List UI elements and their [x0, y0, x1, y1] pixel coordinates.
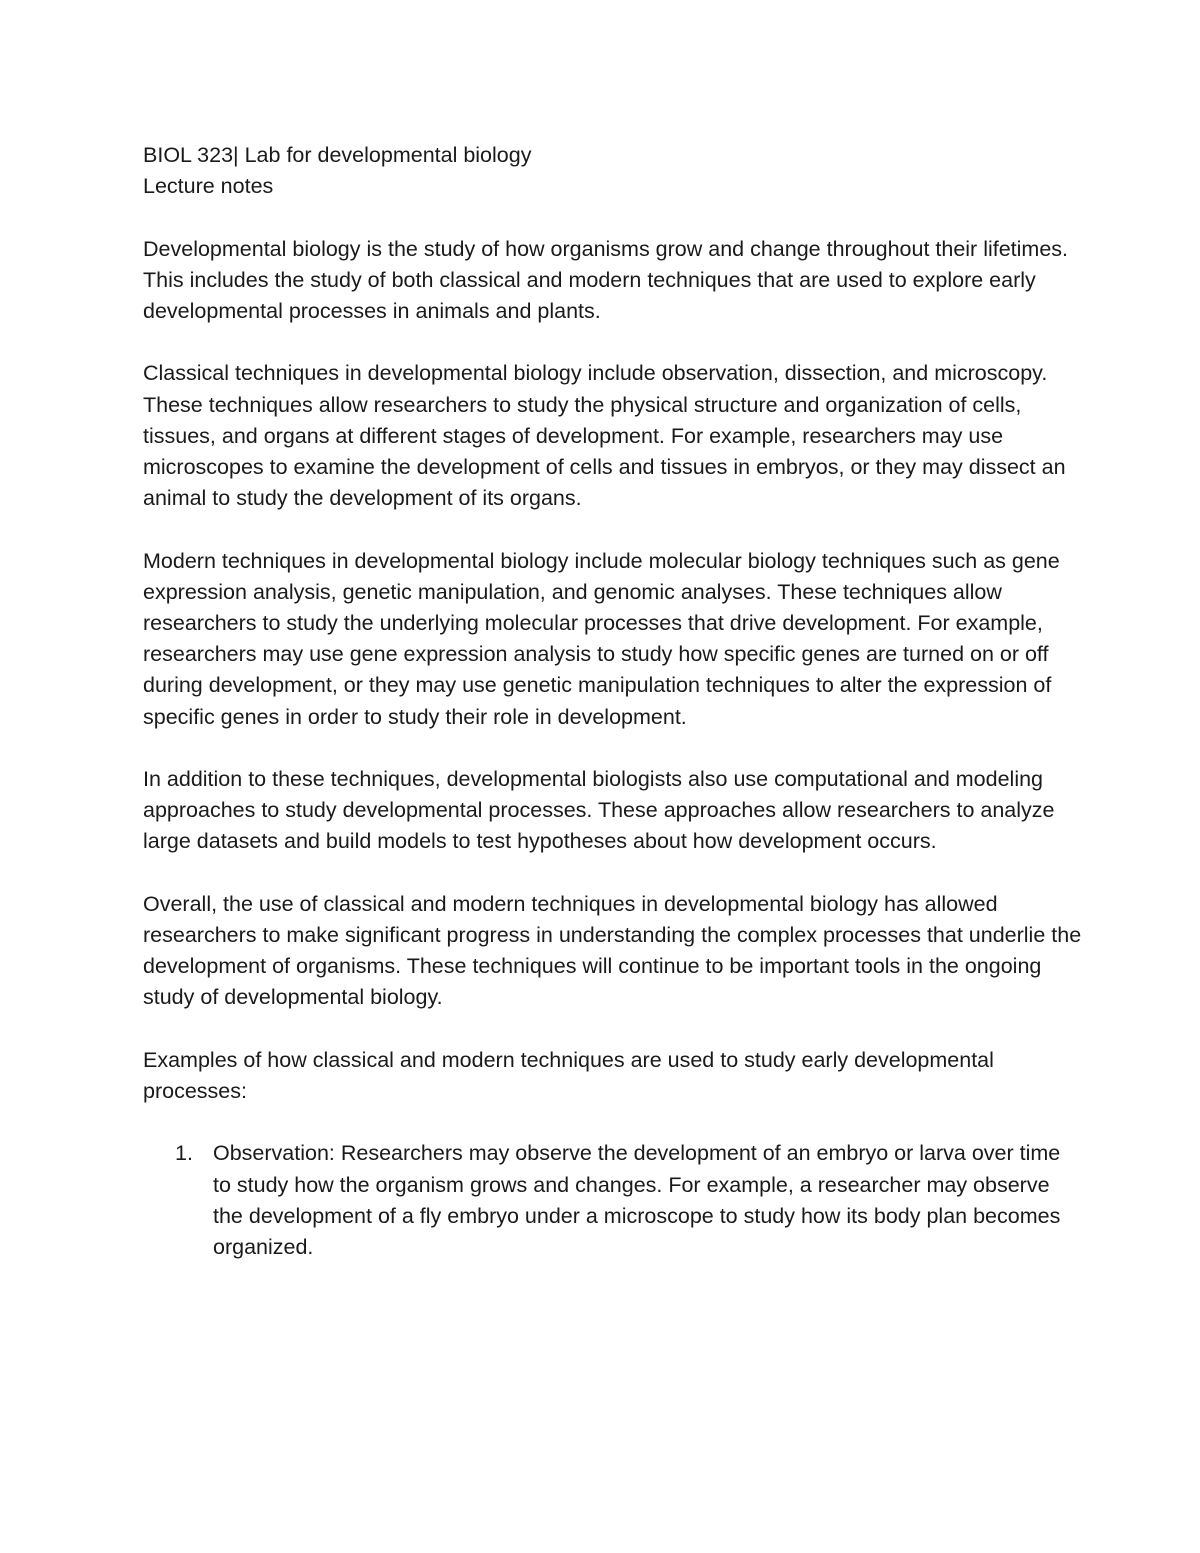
document-subtitle: Lecture notes: [143, 174, 274, 199]
paragraph-modern-techniques: Modern techniques in developmental biology include molecular biology techniques such as gene expression analysis, genetic manipulation, and genomic analyses. These techniques allow researchers to study the underlying molecular processes that drive development. For example, researchers may use gene expression analysis to study how specific genes are turned on or off during development, or they may use genetic manipulation techniques to alter the expression of specific genes in order to study their role in development.: [143, 548, 1060, 729]
list-item: [143, 1138, 1083, 1263]
paragraph-computational-approaches: In addition to these techniques, developmental biologists also use computational and modeling approaches to study developmental processes. These approaches allow researchers to analyze large datasets and build models to test hypotheses about how development occurs.: [143, 767, 1055, 854]
document-page: [143, 140, 1083, 1263]
paragraph-classical-techniques: Classical techniques in developmental biology include observation, dissection, and microscopy. These techniques allow researchers to study the physical structure and organization of cells, tissues, and organs at different stages of development. For example, researchers may use microscopes to examine the development of cells and tissues in embryos, or they may dissect an animal to study the development of its organs.: [143, 361, 1066, 511]
paragraph-overall: Overall, the use of classical and modern techniques in developmental biology has allowed researchers to make significant progress in understanding the complex processes that underlie the development of organisms. These techniques will continue to be important tools in the ongoing study of developmental biology.: [143, 891, 1082, 1010]
paragraph-examples-intro: Examples of how classical and modern techniques are used to study early developmental processes:: [143, 1047, 994, 1103]
list-item-text: Observation: Researchers may observe the development of an embryo or larva over time to study how the organism grows and changes. For example, a researcher may observe the development of a fly embryo under a microscope to study how its body plan becomes organized.: [213, 1141, 1061, 1259]
paragraph-intro: Developmental biology is the study of how organisms grow and change throughout their lifetimes. This includes the study of both classical and modern techniques that are used to explore early developmental processes in animals and plants.: [143, 236, 1069, 323]
list-item-number: 1.: [175, 1141, 193, 1166]
course-title: BIOL 323| Lab for developmental biology: [143, 143, 532, 167]
examples-list: [143, 1138, 1083, 1263]
